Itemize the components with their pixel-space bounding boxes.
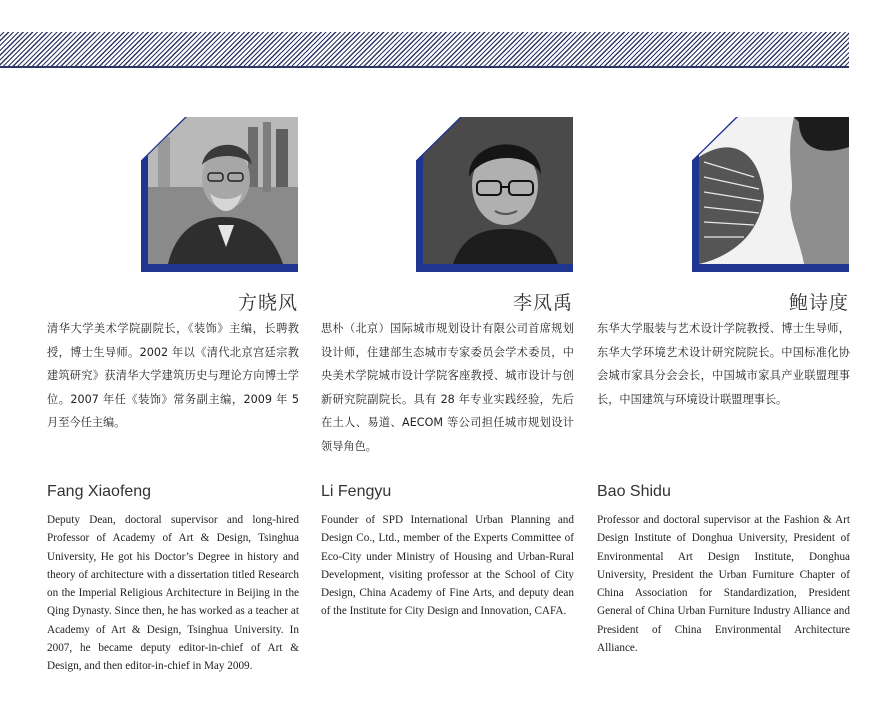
portrait-fang-xiaofeng: [141, 117, 298, 272]
name-en: Li Fengyu: [321, 483, 392, 500]
photo: [148, 117, 298, 264]
bio-cn: 东华大学服装与艺术设计学院教授、博士生导师，东华大学环境艺术设计研究院院长。中国标准化协会城市家具分会会长，中国城市家具产业联盟理事长，中国建筑与环境设计联盟理事长。: [597, 322, 850, 406]
photo: [699, 117, 849, 264]
name-cn: 李凤禹: [512, 292, 573, 314]
name-en: Fang Xiaofeng: [47, 483, 152, 500]
bio-cn: 思朴（北京）国际城市规划设计有限公司首席规划设计师，住建部生态城市专家委员会学术委员，中央美术学院城市设计学院客座教授、城市设计与创新研究院副院长。具有 28 年专业实践经验，先后在土人、易道、AECOM 等公司担任城市规划设计领导角色。: [321, 322, 574, 453]
photo: [423, 117, 573, 264]
header-rule: [0, 66, 849, 68]
header-hatch-band: [0, 32, 849, 66]
name-cn: 鲍诗度: [788, 292, 849, 314]
bio-en: Founder of SPD International Urban Planning and Design Co., Ltd., member of the Experts Committee of Eco-City under Ministry of Housing and Urban-Rural Development, visiting professor at the School of City Design, China Academy of Fine Arts, and deputy dean of the Institute for City Design and Innovation, CAFA.: [321, 514, 574, 618]
name-en: Bao Shidu: [597, 483, 671, 500]
bio-en: Professor and doctoral supervisor at the Fashion & Art Design Institute of Donghua University, President of Environmental Art Design Institute, Donghua University, President the Urban Furniture Chapter of China Association for Standardization, President General of China Urban Furniture Industry Alliance and President of China Environmental Architecture Alliance.: [597, 514, 850, 655]
bio-en: Deputy Dean, doctoral supervisor and long-hired Professor of Academy of Art & Design, Tsinghua University, He got his Doctor’s Degree in history and theory of architecture with a dissertation titled Research on the Imperial Religious Architecture in Beijing in the Qing Dynasty. Since then, he has worked as a teacher at Academy of Art & Design, Tsinghua University. In 2007, he became deputy editor-in-chief of Art & Design, and then editor-in-chief in May 2009.: [47, 514, 299, 673]
portrait-bao-shidu: [692, 117, 849, 272]
portrait-li-fengyu: [416, 117, 573, 272]
name-cn: 方晓风: [237, 292, 298, 314]
bio-cn: 清华大学美术学院副院长，《装饰》主编，长聘教授，博士生导师。2002 年以《清代北京宫廷宗教建筑研究》获清华大学建筑历史与理论方向博士学位。2007 年任《装饰》常务副主编，2009 年 5 月至今任主编。: [47, 322, 299, 429]
